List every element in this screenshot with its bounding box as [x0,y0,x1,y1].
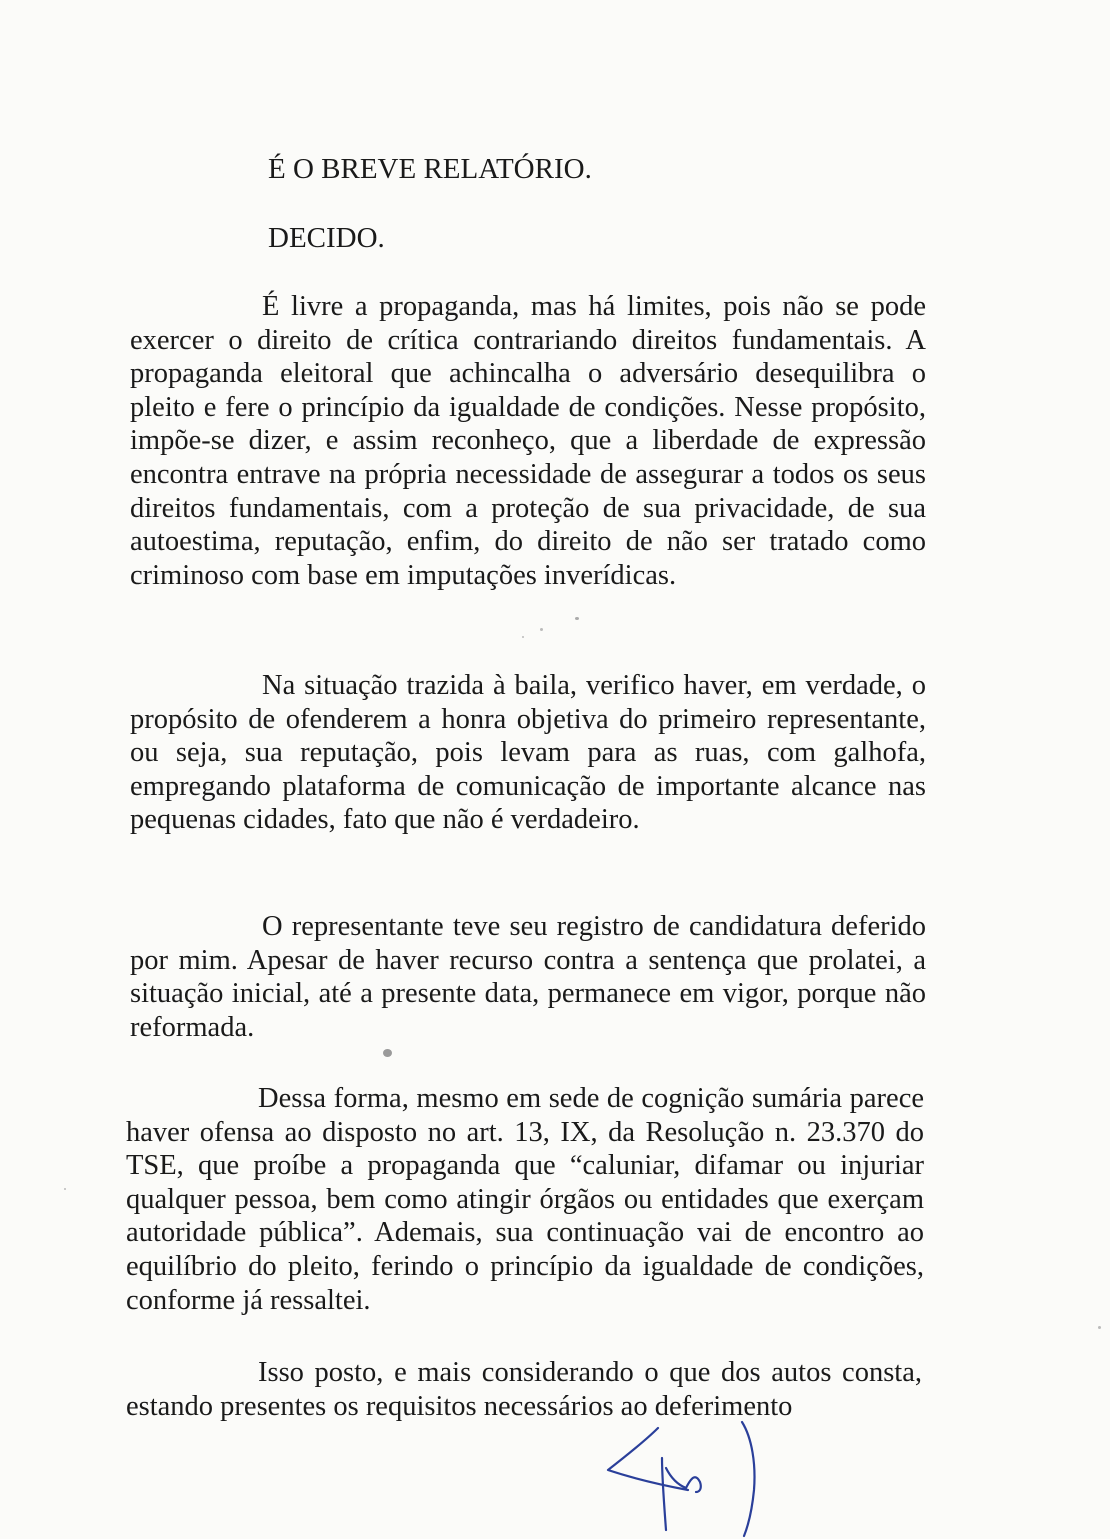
scan-speck [575,617,579,620]
scan-speck [383,1049,392,1057]
scan-speck [64,1188,66,1190]
paragraph-4: Dessa forma, mesmo em sede de cognição sumária parece haver ofensa ao disposto no art. 13, IX, da Resolução n. 23.370 do TSE, que proíbe a propaganda que “caluniar, difamar ou injuriar qualquer pessoa, bem como atingir órgãos ou entidades que exerçam autoridade pública”. Ademais, sua continuação vai de encontro ao equilíbrio do pleito, ferindo o princípio da igualdade de condições, conforme já ressaltei. [126,1083,924,1316]
scan-speck [1098,1326,1101,1329]
paragraph-5: Isso posto, e mais considerando o que dos autos consta, estando presentes os requisitos necessários ao deferimento [126,1357,922,1422]
paragraph-3: O representante teve seu registro de candidatura deferido por mim. Apesar de haver recurso contra a sentença que prolatei, a situação inicial, até a presente data, permanece em vigor, porque não reformada. [130,911,926,1043]
signature-mark [596,1418,776,1538]
paragraph-2: Na situação trazida à baila, verifico haver, em verdade, o propósito de ofenderem a honra objetiva do primeiro representante, ou seja, sua reputação, pois levam para as ruas, com galhofa, empregando plataforma de comunicação de importante alcance nas pequenas cidades, fato que não é verdadeiro. [130,670,926,836]
scan-speck [522,636,524,638]
heading-breve-relatorio: É O BREVE RELATÓRIO. [268,153,592,185]
paragraph-1: É livre a propaganda, mas há limites, pois não se pode exercer o direito de crítica contrariando direitos fundamentais. A propaganda eleitoral que achincalha o adversário desequilibra o pleito e fere o princípio da igualdade de condições. Nesse propósito, impõe-se dizer, e assim reconheço, que a liberdade de expressão encontra entrave na própria necessidade de assegurar a todos os seus direitos fundamentais, com a proteção de sua privacidade, de sua autoestima, reputação, enfim, do direito de não ser tratado como criminoso com base em imputações inverídicas. [130,291,926,591]
scan-speck [540,628,543,631]
heading-decido: DECIDO. [268,222,385,254]
